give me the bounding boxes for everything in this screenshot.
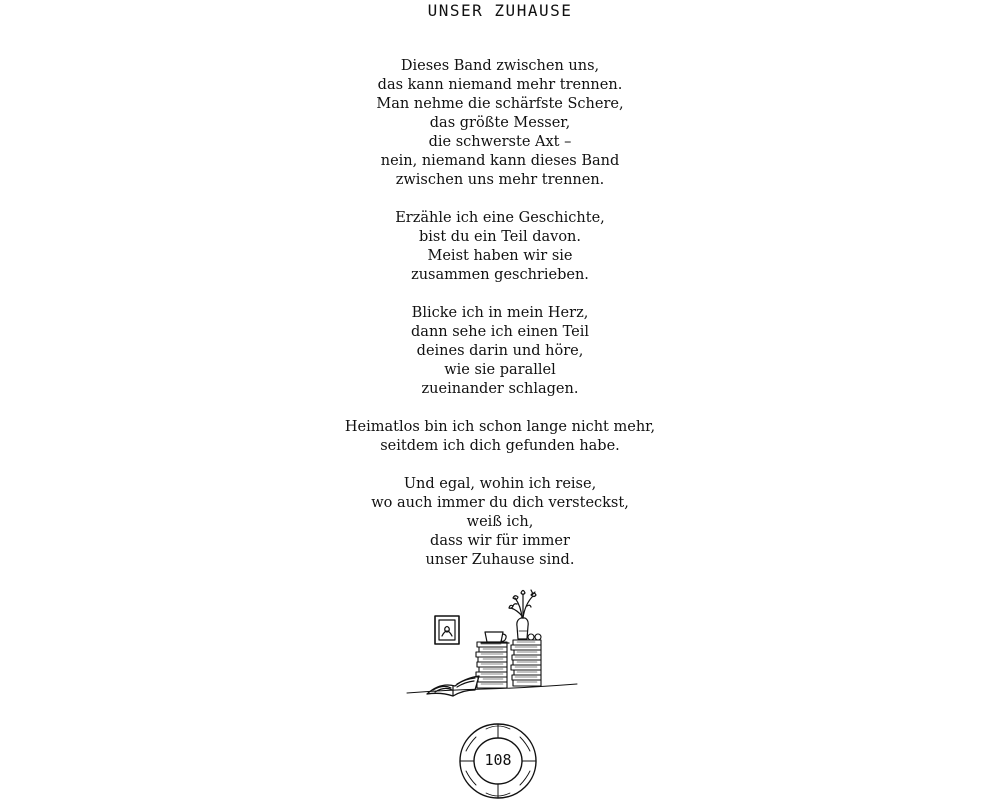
stanza [0,304,1000,399]
stanza [0,57,1000,190]
poem-line: nein, niemand kann dieses Band [380,153,620,169]
poem-line: Man nehme die schärfste Schere, [376,96,624,112]
poem-line: die schwerste Axt – [428,134,572,150]
poem-line: dann sehe ich einen Teil [411,324,589,340]
poem-line: weiß ich, [466,514,534,530]
stanza [0,209,1000,285]
poem-line: Heimatlos bin ich schon lange nicht mehr, [344,419,656,435]
poem-line: Meist haben wir sie [427,248,573,264]
books-cup-vase-sketch-icon [405,586,580,702]
poem-line: das kann niemand mehr trennen. [377,77,623,93]
poem-line: zwischen uns mehr trennen. [395,172,605,188]
book-stack-left-icon [476,642,507,688]
poem-line: zusammen geschrieben. [411,267,589,283]
vase-flowers-icon [509,590,536,639]
poem-line: wie sie parallel [444,362,556,378]
book-stack-right-icon [511,640,541,686]
poem-line: das größte Messer, [429,115,571,131]
poem-line: Blicke ich in mein Herz, [411,305,589,321]
stanza [0,475,1000,570]
picture-frame-icon [435,616,459,644]
poem-body [0,57,1000,589]
poem-line: unser Zuhause sind. [425,552,575,568]
open-book-icon [427,676,479,696]
poem-line: Erzähle ich eine Geschichte, [395,210,605,226]
poem-line: seitdem ich dich gefunden habe. [380,438,620,454]
poem-line: Dieses Band zwischen uns, [400,58,600,74]
poem-line: Und egal, wohin ich reise, [403,476,597,492]
poem-title: UNSER ZUHAUSE [427,1,573,20]
stanza [0,418,1000,456]
poem-line: zueinander schlagen. [421,381,579,397]
poem-line: dass wir für immer [430,533,570,549]
poem-line: bist du ein Teil davon. [419,229,581,245]
page-number-badge [456,721,540,803]
cup-icon [481,632,509,643]
glasses-icon [528,634,541,640]
page-number: 108 [484,751,512,769]
poem-line: wo auch immer du dich versteckst, [371,495,629,511]
poem-line: deines darin und höre, [416,343,584,359]
